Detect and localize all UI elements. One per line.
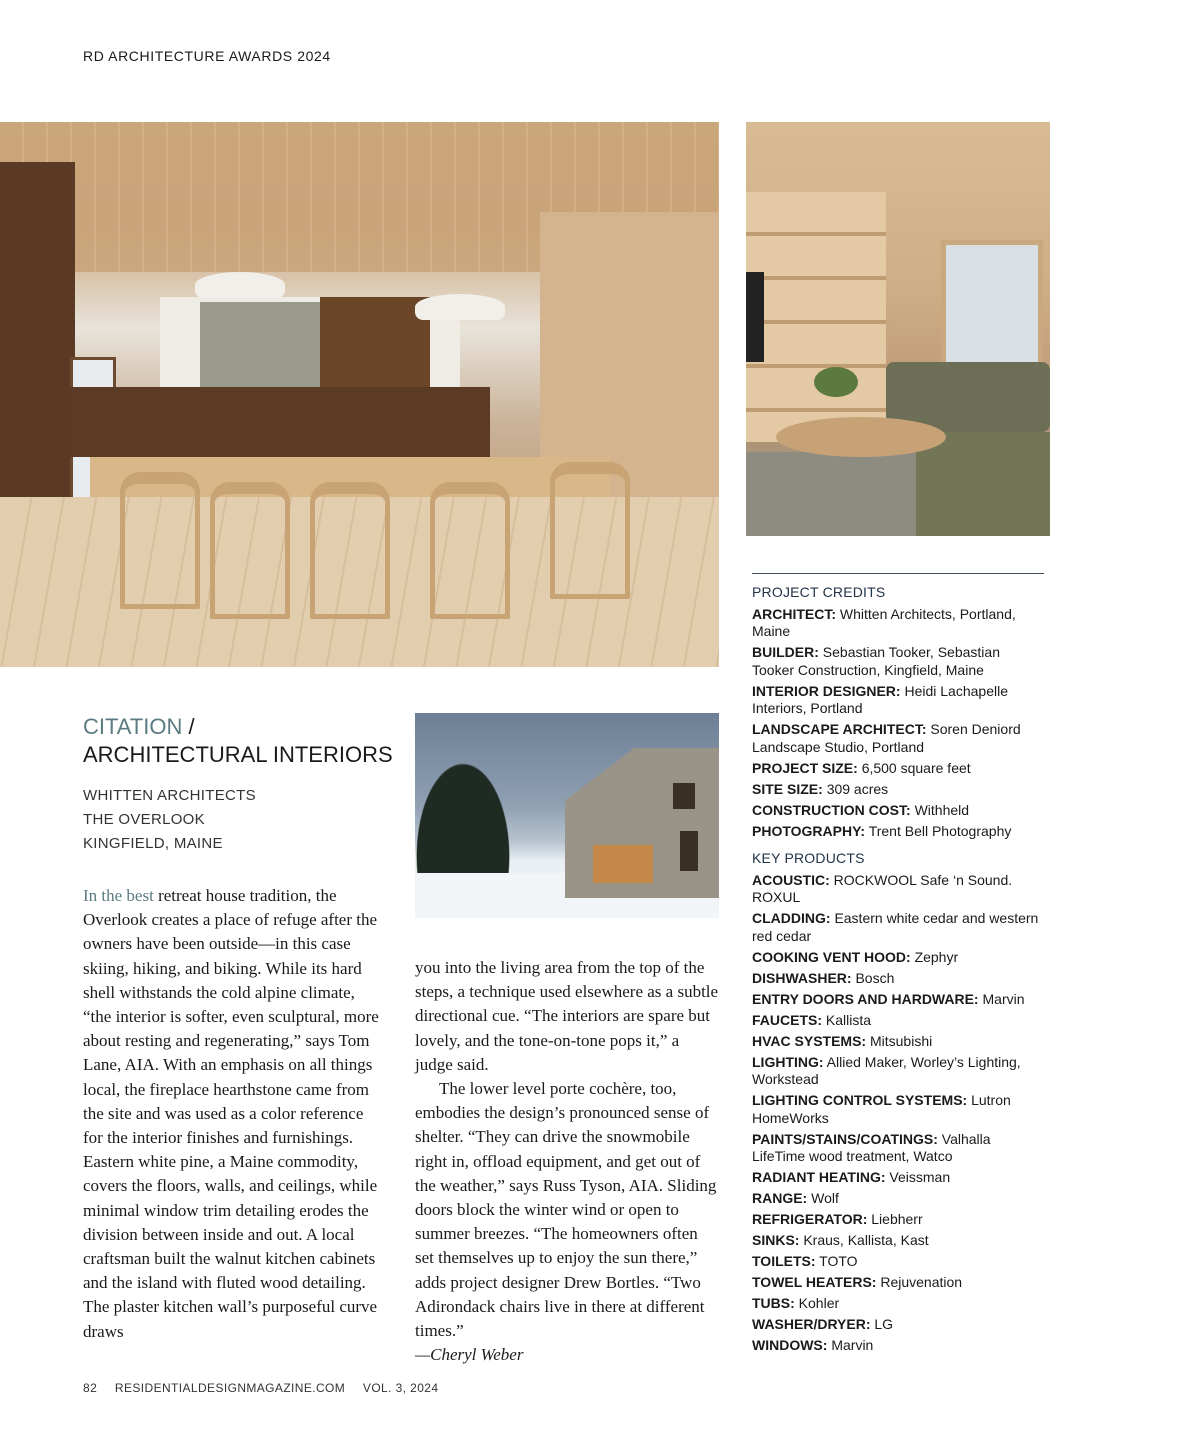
footer-site: RESIDENTIALDESIGNMAGAZINE.COM — [114, 1381, 346, 1395]
credit-item — [752, 1211, 1044, 1229]
credit-label: LIGHTING: — [752, 1053, 824, 1070]
credit-item — [752, 1033, 1044, 1051]
running-header: RD ARCHITECTURE AWARDS 2024 — [83, 48, 331, 64]
award-category — [83, 712, 195, 742]
credit-value: Marvin — [982, 990, 1025, 1007]
credit-value: Mitsubishi — [869, 1032, 933, 1049]
credit-label: RANGE: — [752, 1190, 808, 1206]
credit-value: Wolf — [811, 1190, 839, 1206]
credit-label: SITE SIZE: — [752, 780, 823, 797]
credit-label: LIGHTING CONTROL SYSTEMS: — [752, 1092, 968, 1108]
credit-label: ARCHITECT: — [752, 605, 836, 622]
column-1-text: retreat house tradition, the Overlook creates a place of refuge after the owners have been outside—in this case skiing, hiking, and biking. While its hard shell withstands the cold alpine climate, “the interior is softer, even sculptural, more about resting and regenerating,” says Tom Lane, AIA. With an emphasis on all things local, the fireplace hearthstone came from the site and was used as a color reference for the interior finishes and furnishings. Eastern white pine, a Maine commodity, covers the floors, walls, and ceilings, while minimal window trim detailing erodes the division between inside and out. A local craftsman built the walnut kitchen cabinets and the island with fluted wood detailing. The plaster kitchen wall’s purposeful curve draws — [83, 886, 379, 1341]
credit-label: RADIANT HEATING: — [752, 1169, 886, 1185]
credit-label: CONSTRUCTION COST: — [752, 801, 911, 818]
credit-label: DISHWASHER: — [752, 969, 852, 986]
credit-item — [752, 683, 1044, 718]
credit-value: LG — [874, 1316, 894, 1332]
credit-value: Lutron HomeWorks — [752, 1092, 1011, 1126]
credit-item — [752, 823, 1044, 841]
credit-value: Sebastian Tooker, Sebastian Tooker Construction, Kingfield, Maine — [752, 644, 1000, 678]
column-2-paragraph-2: The lower level porte cochère, too, embodies the design’s pronounced sense of shelter. “They can drive the snowmobile right in, offload equipment, and get out of the weather,” says Russ Tyson, AIA. Sliding doors block the winter wind or open to summer breezes. “The homeowners often set themselves up to enjoy the sun there,” adds project designer Drew Bortles. “Two Adirondack chairs live in there at different times.” — [415, 1079, 717, 1341]
lead-in: In the best — [83, 886, 154, 905]
firm-name: WHITTEN ARCHITECTS — [83, 787, 256, 804]
credit-label: WINDOWS: — [752, 1337, 828, 1353]
credit-item — [752, 1131, 1044, 1166]
footer-issue: VOL. 3, 2024 — [362, 1381, 439, 1395]
credit-value: Withheld — [914, 801, 970, 818]
credit-value: Rejuvenation — [880, 1274, 963, 1290]
credit-label: INTERIOR DESIGNER: — [752, 682, 901, 699]
credit-value: Eastern white cedar and western red cedar — [752, 910, 1039, 944]
credit-value: Marvin — [831, 1337, 874, 1353]
credit-value: Allied Maker, Worley’s Lighting, Workstead — [752, 1053, 1021, 1087]
credit-item — [752, 1274, 1044, 1292]
project-credits-heading: PROJECT CREDITS — [752, 584, 886, 600]
credit-label: SINKS: — [752, 1232, 800, 1248]
credit-item — [752, 781, 1044, 799]
credit-value: ROCKWOOL Safe ‘n Sound. ROXUL — [752, 871, 1013, 905]
living-room-photo — [746, 122, 1050, 536]
project-name: THE OVERLOOK — [83, 811, 205, 828]
credit-item — [752, 1295, 1044, 1313]
credit-value: TOTO — [819, 1253, 858, 1269]
credit-item — [752, 1316, 1044, 1334]
credit-label: TOILETS: — [752, 1253, 816, 1269]
credit-value: Kallista — [825, 1011, 872, 1028]
key-products-heading: KEY PRODUCTS — [752, 850, 865, 866]
credit-item — [752, 910, 1044, 945]
credit-label: WASHER/DRYER: — [752, 1316, 871, 1332]
credit-label: FAUCETS: — [752, 1011, 822, 1028]
credit-item — [752, 1092, 1044, 1127]
credit-item — [752, 760, 1044, 778]
credit-item — [752, 1253, 1044, 1271]
credit-item — [752, 1169, 1044, 1187]
exterior-snow-photo — [415, 713, 719, 918]
credit-value: Whitten Architects, Portland, Maine — [752, 605, 1016, 639]
credit-label: PHOTOGRAPHY: — [752, 822, 866, 839]
credit-item — [752, 872, 1044, 907]
credit-value: Trent Bell Photography — [868, 822, 1012, 839]
credit-value: Valhalla LifeTime wood treatment, Watco — [752, 1130, 991, 1164]
credit-value: Veissman — [889, 1169, 951, 1185]
credit-item — [752, 991, 1044, 1009]
credit-item — [752, 970, 1044, 988]
credit-value: 6,500 square feet — [861, 759, 971, 776]
byline: —Cheryl Weber — [415, 1345, 524, 1365]
credit-item — [752, 802, 1044, 820]
credit-item — [752, 1012, 1044, 1030]
credit-label: CLADDING: — [752, 910, 831, 926]
credit-value: Kohler — [798, 1295, 840, 1311]
page-footer — [83, 1381, 452, 1395]
credit-label: COOKING VENT HOOD: — [752, 948, 911, 965]
credit-label: BUILDER: — [752, 644, 819, 660]
credit-value: 309 acres — [826, 780, 889, 797]
credit-label: PROJECT SIZE: — [752, 759, 858, 776]
credit-item — [752, 721, 1044, 756]
credit-value: Bosch — [855, 969, 895, 986]
credit-item — [752, 1232, 1044, 1250]
project-info — [83, 784, 256, 856]
project-credits-sidebar — [752, 573, 1044, 1358]
credit-label: HVAC SYSTEMS: — [752, 1032, 867, 1049]
page-number: 82 — [83, 1381, 98, 1395]
credit-label: PAINTS/STAINS/COATINGS: — [752, 1130, 938, 1147]
article-column-1 — [83, 884, 383, 1344]
credit-value: Soren Deniord Landscape Studio, Portland — [752, 721, 1021, 755]
credit-value: Heidi Lachapelle Interiors, Portland — [752, 682, 1008, 716]
credit-label: TOWEL HEATERS: — [752, 1274, 877, 1290]
key-products-list — [752, 872, 1044, 1355]
credit-label: ENTRY DOORS AND HARDWARE: — [752, 990, 979, 1007]
credit-value: Kraus, Kallista, Kast — [803, 1232, 929, 1248]
project-credits-list — [752, 606, 1044, 841]
credit-item — [752, 1190, 1044, 1208]
credit-label: LANDSCAPE ARCHITECT: — [752, 721, 927, 737]
credit-item — [752, 606, 1044, 641]
credit-item — [752, 1337, 1044, 1355]
citation-label: CITATION — [83, 714, 183, 739]
credit-item — [752, 644, 1044, 679]
credit-item — [752, 949, 1044, 967]
category-separator: / — [188, 714, 195, 739]
column-2-paragraph-1: you into the living area from the top of the steps, a technique used elsewhere as a subtle directional cue. “The interiors are spare but lovely, and the tone-on-tone pops it,” a judge said. — [415, 958, 719, 1074]
credit-label: TUBS: — [752, 1295, 795, 1311]
credit-value: Liebherr — [871, 1211, 923, 1227]
article-column-2 — [415, 956, 719, 1367]
kitchen-dining-photo — [0, 122, 719, 667]
credit-item — [752, 1054, 1044, 1089]
credit-label: ACOUSTIC: — [752, 871, 830, 888]
credit-value: Zephyr — [914, 948, 959, 965]
credit-label: REFRIGERATOR: — [752, 1211, 868, 1227]
project-location: KINGFIELD, MAINE — [83, 835, 223, 852]
award-subcategory: ARCHITECTURAL INTERIORS — [83, 742, 393, 767]
